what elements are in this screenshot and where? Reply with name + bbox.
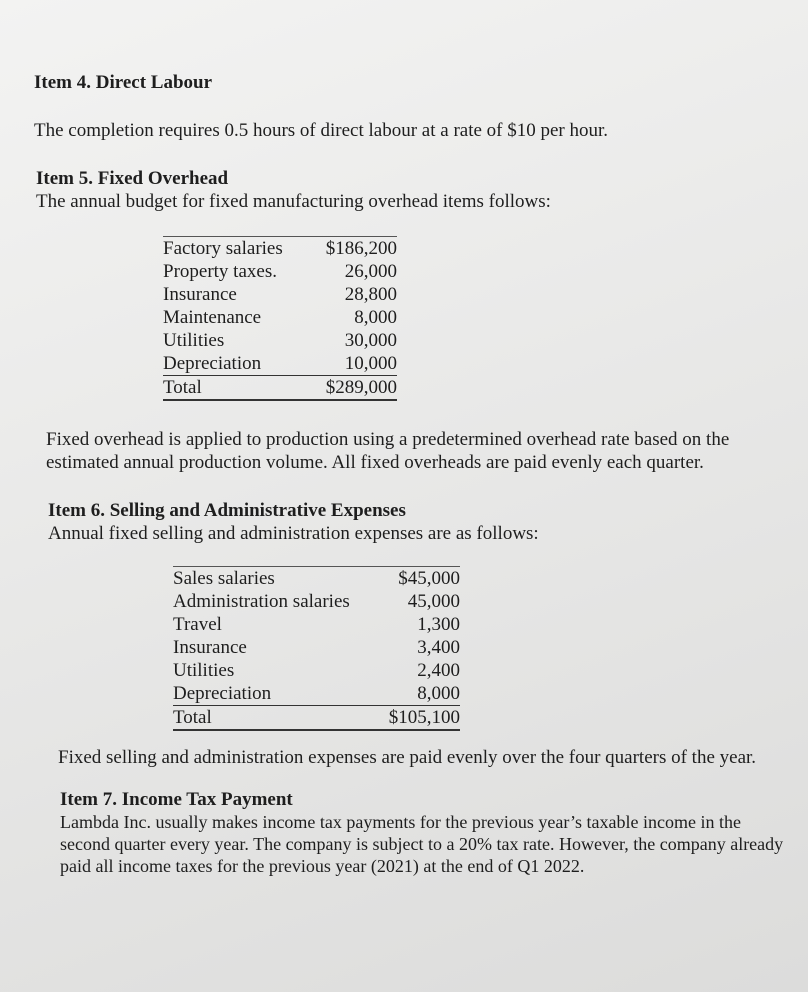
item5-heading: Item 5. Fixed Overhead xyxy=(36,168,229,189)
table-row xyxy=(163,260,397,283)
row-label: Travel xyxy=(173,614,222,635)
row-amount: 45,000 xyxy=(407,591,460,612)
table-row xyxy=(173,636,460,659)
table-row xyxy=(173,682,460,706)
item6-heading: Item 6. Selling and Administrative Expenses xyxy=(48,500,406,521)
total-amount: $105,100 xyxy=(378,706,460,731)
selling-admin-table xyxy=(173,566,460,731)
item4-text: The completion requires 0.5 hours of direct labour at a rate of $10 per hour. xyxy=(34,120,609,141)
item7-text: Lambda Inc. usually makes income tax payments for the previous year’s taxable income in the second quarter every year. The company is subject to a 20% tax rate. However, the company already paid all income taxes for the previous year (2021) at the end of Q1 2022. xyxy=(60,812,784,876)
row-amount: 26,000 xyxy=(344,261,397,282)
table-row xyxy=(163,352,397,376)
item6-intro: Annual fixed selling and administration expenses are as follows: xyxy=(48,523,539,544)
row-label: Depreciation xyxy=(173,682,378,706)
row-amount: 30,000 xyxy=(344,330,397,351)
row-label: Depreciation xyxy=(163,352,310,376)
row-amount: 2,400 xyxy=(417,660,460,681)
item4-heading: Item 4. Direct Labour xyxy=(34,72,213,93)
row-amount: 1,300 xyxy=(417,614,460,635)
total-row xyxy=(173,706,460,731)
total-row xyxy=(163,376,397,401)
table-row xyxy=(173,659,460,682)
fixed-overhead-table xyxy=(163,236,397,401)
total-amount: $289,000 xyxy=(310,376,397,401)
total-label: Total xyxy=(163,376,310,401)
item7-heading: Item 7. Income Tax Payment xyxy=(60,789,293,810)
row-label: Administration salaries xyxy=(173,591,350,612)
item6-note: Fixed selling and administration expenses are paid evenly over the four quarters of the year. xyxy=(58,747,757,768)
row-label: Utilities xyxy=(163,330,225,351)
row-label: Property taxes. xyxy=(163,261,277,282)
row-amount: 8,000 xyxy=(378,682,460,706)
table-row xyxy=(163,237,397,261)
row-label: Insurance xyxy=(163,284,237,305)
row-amount: 8,000 xyxy=(354,307,397,328)
item5-note: Fixed overhead is applied to production using a predetermined overhead rate based on the estimated annual production volume. All fixed overheads are paid evenly each quarter. xyxy=(46,429,730,473)
table-row xyxy=(173,613,460,636)
item5-intro: The annual budget for fixed manufacturing overhead items follows: xyxy=(36,191,551,212)
row-amount: $45,000 xyxy=(378,567,460,591)
row-label: Factory salaries xyxy=(163,237,310,261)
table-row xyxy=(173,590,460,613)
row-amount: $186,200 xyxy=(310,237,397,261)
row-label: Sales salaries xyxy=(173,567,378,591)
table-row xyxy=(163,329,397,352)
table-row xyxy=(163,283,397,306)
row-label: Maintenance xyxy=(163,307,262,328)
table-row xyxy=(163,306,397,329)
table-row xyxy=(173,567,460,591)
row-amount: 10,000 xyxy=(310,352,397,376)
row-label: Utilities xyxy=(173,660,235,681)
total-label: Total xyxy=(173,706,378,731)
row-amount: 3,400 xyxy=(417,637,460,658)
row-amount: 28,800 xyxy=(344,284,397,305)
row-label: Insurance xyxy=(173,637,247,658)
